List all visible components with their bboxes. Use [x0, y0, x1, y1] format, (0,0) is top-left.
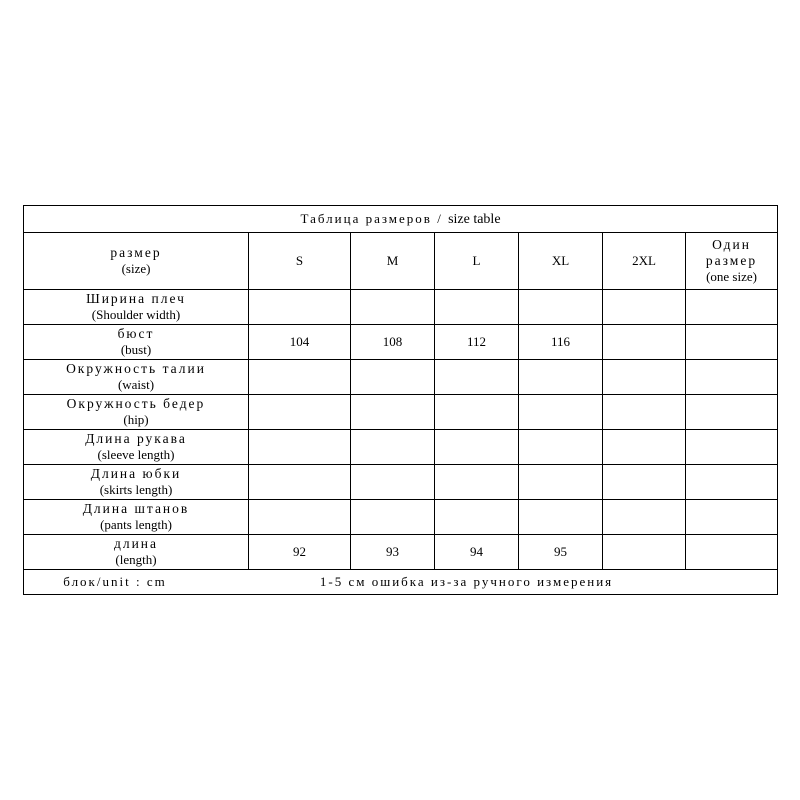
- value-cell: [603, 465, 686, 500]
- row-label-cell: [24, 465, 249, 500]
- row-label-en: (pants length): [100, 517, 172, 532]
- size-label-cell: [24, 233, 249, 290]
- value-cell: [351, 430, 435, 465]
- header-row: [24, 233, 778, 290]
- value-cell: [519, 360, 603, 395]
- table-row: [24, 395, 778, 430]
- value-cell: [519, 500, 603, 535]
- value-cell: [435, 360, 519, 395]
- value-cell: 108: [351, 325, 435, 360]
- value-cell: 92: [249, 535, 351, 570]
- row-label-en: (skirts length): [99, 482, 173, 497]
- value-cell: [603, 290, 686, 325]
- value-cell: 93: [351, 535, 435, 570]
- value-cell: [435, 465, 519, 500]
- value-cell: [519, 430, 603, 465]
- value-cell: [686, 290, 778, 325]
- unit-label: блок/unit : cm: [63, 574, 167, 589]
- value-cell: [686, 360, 778, 395]
- row-label-en: (length): [115, 552, 157, 567]
- row-label-cell: [24, 290, 249, 325]
- table-row: [24, 465, 778, 500]
- size-label-ru: размер: [110, 245, 162, 260]
- value-cell: [435, 395, 519, 430]
- value-cell: [351, 360, 435, 395]
- value-cell: [435, 500, 519, 535]
- value-cell: [351, 465, 435, 500]
- table-row: [24, 360, 778, 395]
- table-row: [24, 290, 778, 325]
- value-cell: [249, 395, 351, 430]
- value-cell: [603, 500, 686, 535]
- one-size-en: (one size): [706, 269, 757, 284]
- value-cell: [249, 360, 351, 395]
- value-cell: [519, 465, 603, 500]
- table-row: [24, 535, 778, 570]
- size-header-m: M: [351, 233, 435, 290]
- value-cell: [519, 290, 603, 325]
- value-cell: [686, 430, 778, 465]
- row-label-cell: [24, 395, 249, 430]
- value-cell: [249, 465, 351, 500]
- row-label-cell: [24, 535, 249, 570]
- row-label-cell: [24, 430, 249, 465]
- size-label-en: (size): [121, 261, 151, 276]
- row-label-ru: бюст: [117, 326, 155, 341]
- row-label-ru: длина: [113, 536, 159, 551]
- value-cell: [686, 535, 778, 570]
- value-cell: 95: [519, 535, 603, 570]
- row-label-cell: [24, 500, 249, 535]
- row-label-en: (waist): [117, 377, 155, 392]
- row-label-en: (sleeve length): [97, 447, 175, 462]
- table-title-ru: Таблица размеров /: [300, 210, 443, 226]
- table-row: [24, 325, 778, 360]
- value-cell: 112: [435, 325, 519, 360]
- value-cell: [519, 395, 603, 430]
- value-cell: [435, 290, 519, 325]
- row-label-ru: Длина штанов: [82, 501, 190, 516]
- value-cell: [351, 500, 435, 535]
- row-label-ru: Длина юбки: [90, 466, 182, 481]
- value-cell: [686, 395, 778, 430]
- table-title: [24, 206, 778, 233]
- size-header-s: S: [249, 233, 351, 290]
- footer-row: [24, 570, 778, 595]
- measurement-note: 1-5 см ошибка из-за ручного измерения: [319, 574, 614, 589]
- row-label-en: (Shoulder width): [91, 307, 181, 322]
- value-cell: [603, 430, 686, 465]
- size-table: [23, 205, 778, 595]
- table-row: [24, 500, 778, 535]
- row-label-cell: [24, 360, 249, 395]
- value-cell: [686, 325, 778, 360]
- table-title-en: size table: [448, 211, 501, 227]
- value-cell: [435, 430, 519, 465]
- row-label-cell: [24, 325, 249, 360]
- size-header-2xl: 2XL: [603, 233, 686, 290]
- row-label-ru: Окружность талии: [66, 361, 206, 376]
- size-header-l: L: [435, 233, 519, 290]
- value-cell: [686, 500, 778, 535]
- size-header-xl: XL: [519, 233, 603, 290]
- value-cell: [603, 395, 686, 430]
- value-cell: [351, 395, 435, 430]
- value-cell: [249, 500, 351, 535]
- row-label-ru: Окружность бедер: [66, 396, 206, 411]
- value-cell: [603, 325, 686, 360]
- value-cell: [249, 290, 351, 325]
- row-label-en: (bust): [120, 342, 152, 357]
- one-size-ru: Один размер: [705, 237, 758, 268]
- value-cell: 104: [249, 325, 351, 360]
- value-cell: [603, 360, 686, 395]
- value-cell: [686, 465, 778, 500]
- value-cell: [351, 290, 435, 325]
- size-header-one-size: [686, 233, 778, 290]
- row-label-en: (hip): [123, 412, 149, 427]
- footer-cell: [24, 570, 778, 595]
- value-cell: [249, 430, 351, 465]
- row-label-ru: Ширина плеч: [86, 291, 186, 306]
- value-cell: [603, 535, 686, 570]
- table-row: [24, 430, 778, 465]
- value-cell: 116: [519, 325, 603, 360]
- row-label-ru: Длина рукава: [85, 431, 187, 446]
- value-cell: 94: [435, 535, 519, 570]
